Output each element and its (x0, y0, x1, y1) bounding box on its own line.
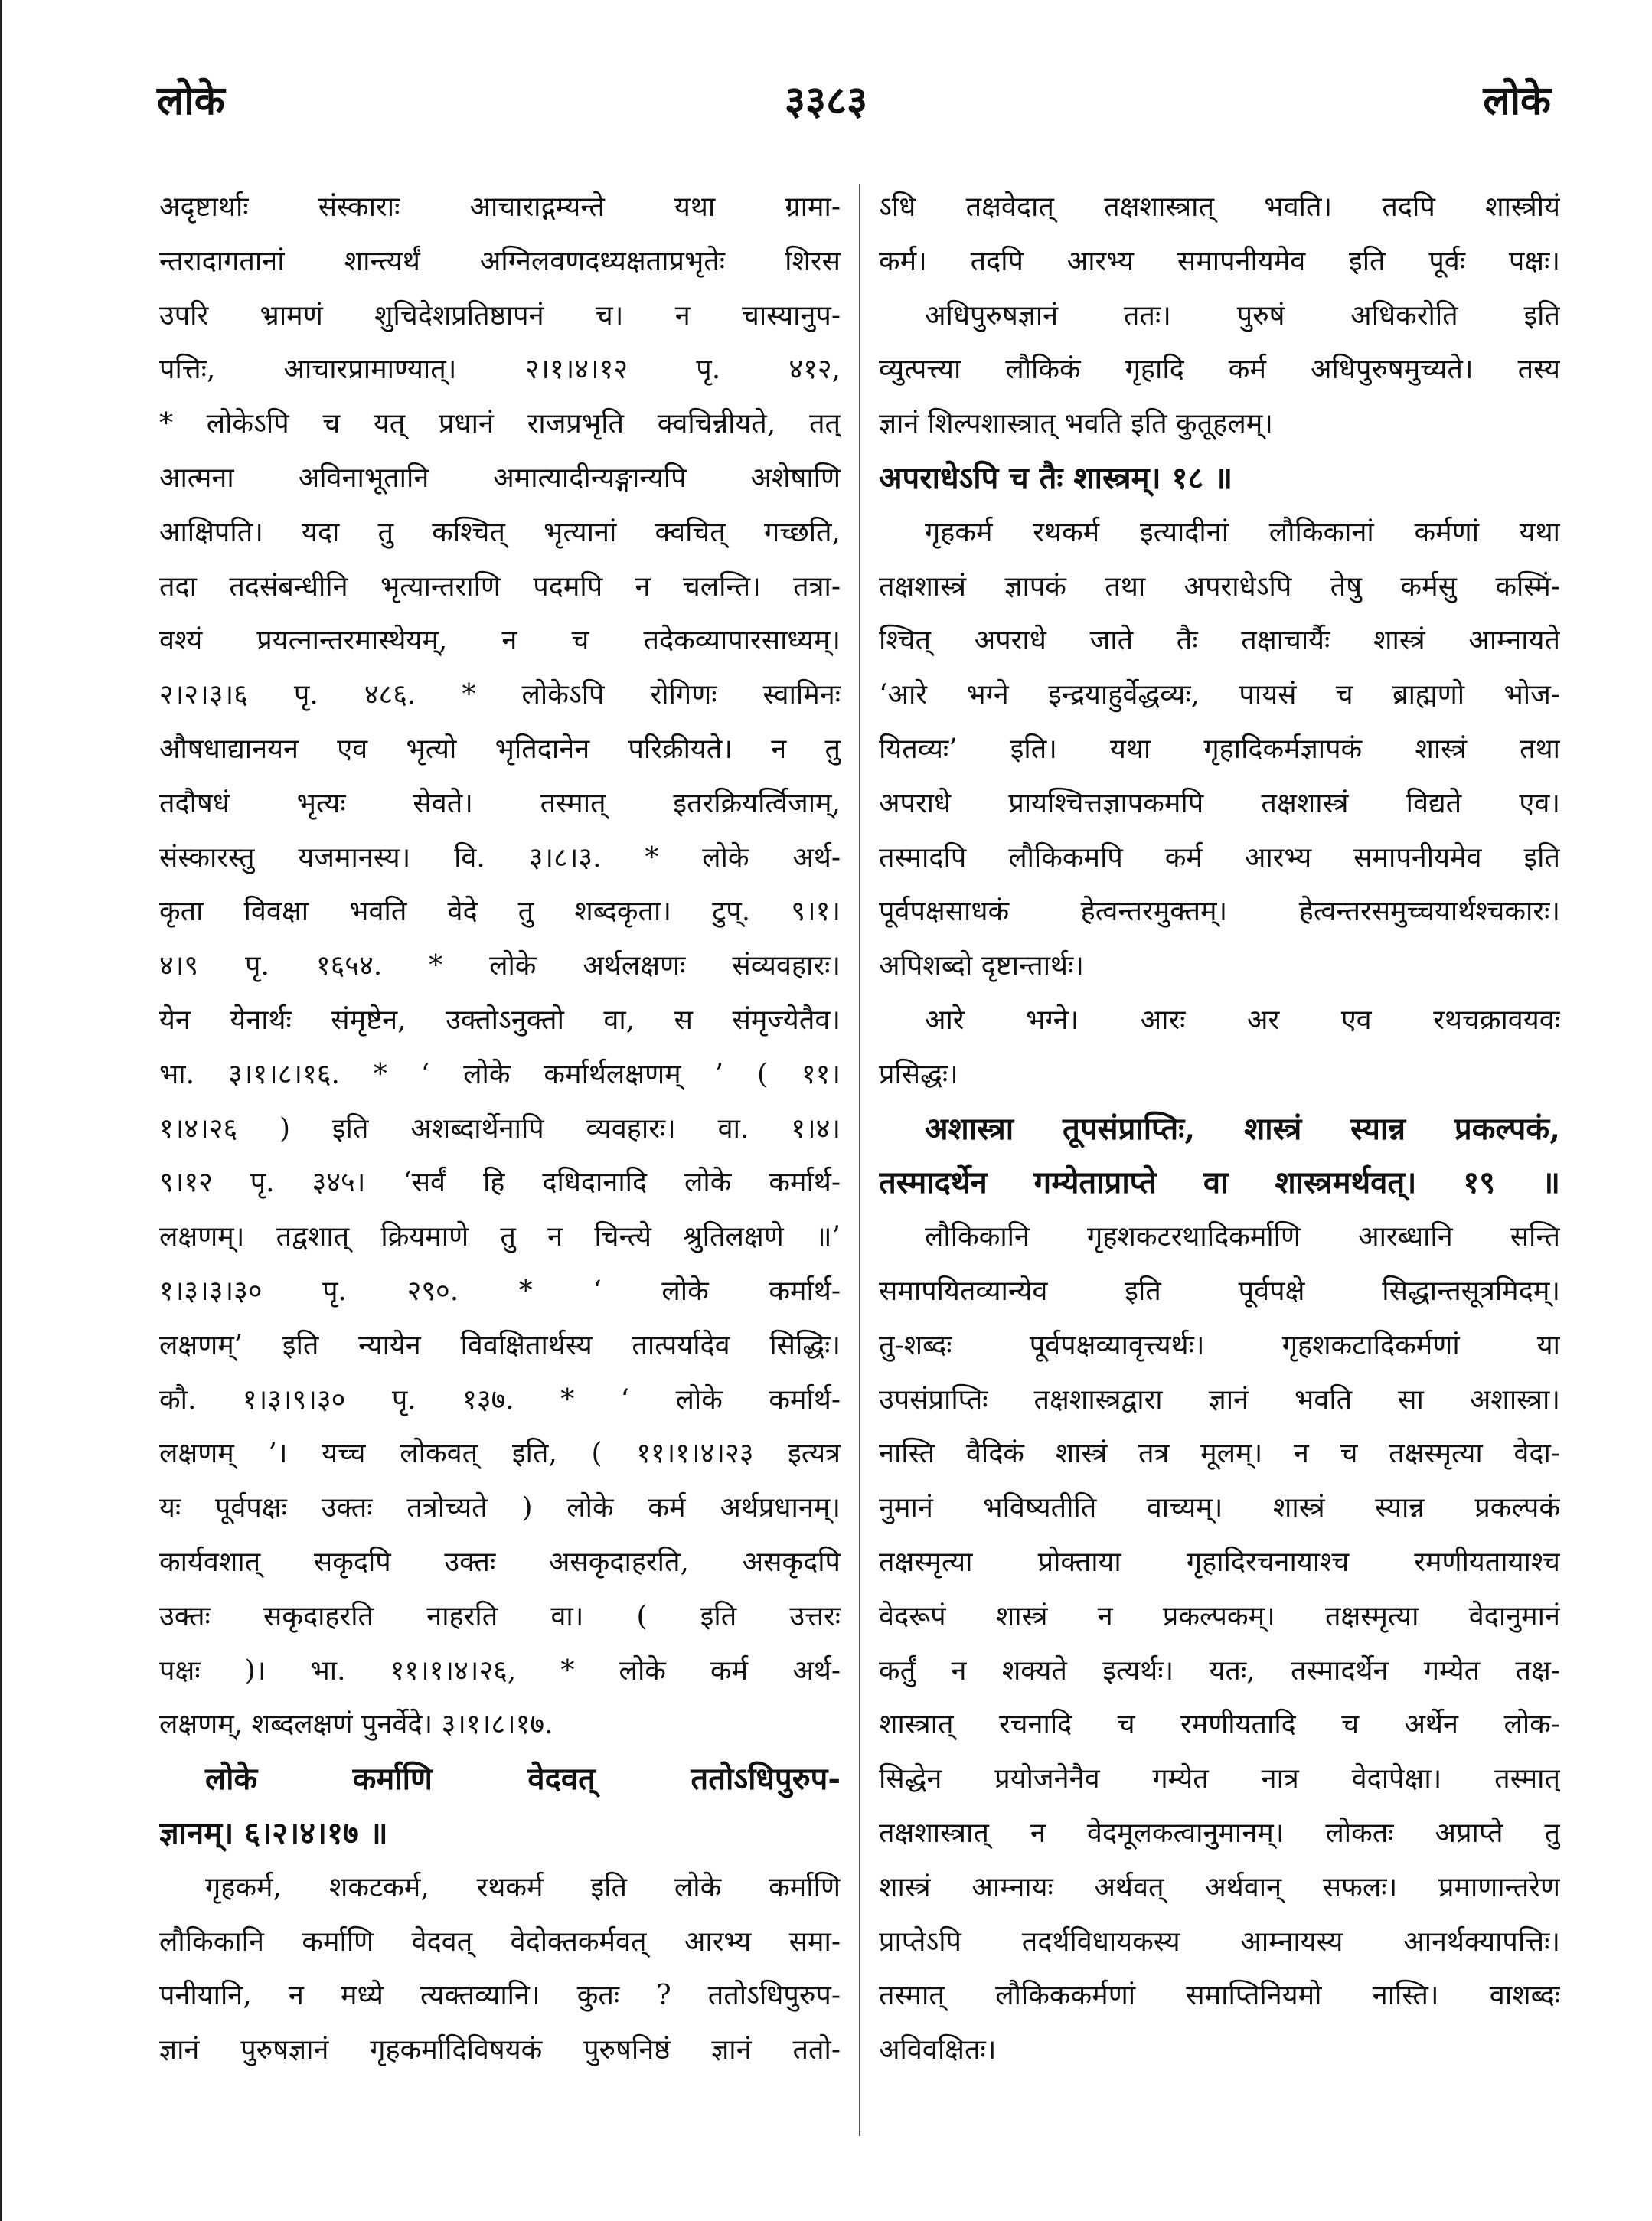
commentary-line: वेदरूपं शास्त्रं न प्रकल्पकम्। तक्षस्मृत्या वेदानुमानं (879, 1600, 1560, 1632)
text-line: तदौषधं भृत्यः सेवते। तस्मात् इतरक्रियर्त्विजाम्, (159, 787, 841, 819)
commentary-line: नुमानं भविष्यतीति वाच्यम्। शास्त्रं स्यान्न प्रकल्पकं (879, 1492, 1560, 1524)
page-number: ३३८३ (784, 77, 868, 124)
text-line: ऽधि तक्षवेदात् तक्षशास्त्रात् भवति। तदपि शास्त्रीयं (879, 191, 1560, 223)
text-line: यः पूर्वपक्षः उक्तः तत्रोच्यते ) लोके कर्म अर्थप्रधानम्। (159, 1492, 841, 1524)
commentary-line: शास्त्रं आम्नायः अर्थवत् अर्थवान् सफलः। प्रमाणान्तरेण (879, 1871, 1560, 1903)
commentary-line: सिद्धेन प्रयोजनेनैव गम्येत नात्र वेदापेक्षा। तस्मात् (879, 1763, 1560, 1795)
commentary-line: प्राप्तेऽपि तदर्थविधायकस्य आम्नायस्य आनर्थक्यापत्तिः। (879, 1925, 1560, 1958)
commentary-line: लौकिकानि गृहशकटरथादिकर्माणि आरब्धानि सन्ति (925, 1221, 1560, 1253)
commentary-line: ज्ञानं पुरुषज्ञानं गृहकर्मादिविषयकं पुरुषनिष्ठं ज्ञानं ततो- (159, 2034, 841, 2066)
text-line: ४।९ पृ. १६५४. * लोके अर्थलक्षणः संव्यवहारः। (159, 950, 841, 982)
sutra-18: अपराधेऽपि च तैः शास्त्रम्। १८ ॥ (879, 459, 1233, 496)
sutra-17-line-1: लोके कर्माणि वेदवत् ततोऽधिपुरुप- (205, 1761, 841, 1798)
commentary-line: तक्षशास्त्रात् न वेदमूलकत्वानुमानम्। लोकतः अप्राप्ते तु (879, 1817, 1560, 1849)
text-line: लक्षणम्। तद्वशात् क्रियमाणे तु न चिन्त्ये श्रुतिलक्षणे ॥’ (159, 1221, 841, 1253)
commentary-line: तस्मात् लौकिककर्मणां समाप्तिनियमो नास्ति। वाशब्दः (879, 1980, 1560, 2012)
commentary-line: शास्त्रात् रचनादि च रमणीयतादि च अर्थेन लोक- (879, 1709, 1560, 1741)
text-line: आत्मना अविनाभूतानि अमात्यादीन्यङ्गान्यपि अशेषाणि (159, 462, 841, 494)
text-line: गृहकर्म रथकर्म इत्यादीनां लौकिकानां कर्मणां यथा (925, 516, 1560, 548)
text-line: कौ. १।३।९।३० पृ. १३७. * ‘ लोके कर्मार्थ- (159, 1383, 841, 1416)
text-line: अधिपुरुषज्ञानं ततः। पुरुषं अधिकरोति इति (925, 299, 1560, 332)
commentary-line: अविवक्षितः। (879, 2034, 997, 2066)
commentary-line: समापयितव्यान्येव इति पूर्वपक्षे सिद्धान्तसूत्रमिदम्। (879, 1275, 1560, 1307)
text-line: व्युत्पत्त्या लौकिकं गृहादि कर्म अधिपुरुषमुच्यते। तस्य (879, 354, 1560, 386)
text-line: तस्मादपि लौकिकमपि कर्म आरभ्य समापनीयमेव इति (879, 841, 1560, 874)
text-line: लक्षणम् ’। यच्च लोकवत् इति, ( ११।१।४।२३ इत्यत्र (159, 1438, 841, 1470)
text-line: आक्षिपति। यदा तु कश्चित् भृत्यानां क्वचित् गच्छति, (159, 516, 841, 548)
text-line: प्रसिद्धः। (879, 1058, 958, 1090)
text-line: लक्षणम्, शब्दलक्षणं पुनर्वेदे। ३।१।८।१७. (159, 1709, 553, 1741)
text-line: ‘आरे भग्ने इन्द्रयाहुर्वेद्धव्यः, पायसं च ब्राह्मणो भोज- (879, 679, 1560, 711)
text-line: १।४।२६ ) इति अशब्दार्थेनापि व्यवहारः। वा. १।४। (159, 1112, 841, 1145)
text-line: न्तरादागतानां शान्त्यर्थं अग्निलवणदध्यक्षताप्रभृतेः शिरस (159, 245, 841, 277)
column-divider (859, 184, 860, 2136)
text-line: ज्ञानं शिल्पशास्त्रात् भवति इति कुतूहलम्। (879, 408, 1273, 440)
text-line: लक्षणम्’ इति न्यायेन विवक्षितार्थस्य तात्पर्यादेव सिद्धिः। (159, 1329, 841, 1361)
text-line: अपिशब्दो दृष्टान्तार्थः। (879, 950, 1084, 982)
sutra-19-line-1: अशास्त्रा तूपसंप्राप्तिः, शास्त्रं स्यान्न प्रकल्पकं, (925, 1110, 1560, 1147)
running-head-left: लोके (157, 77, 225, 124)
commentary-line: नास्ति वैदिकं शास्त्रं तत्र मूलम्। न च तक्षस्मृत्या वेदा- (879, 1438, 1560, 1470)
text-line: पूर्वपक्षसाधकं हेत्वन्तरमुक्तम्। हेत्वन्तरसमुच्चयार्थश्चकारः। (879, 896, 1560, 928)
text-line: तदा तदसंबन्धीनि भृत्यान्तराणि पदमपि न चलन्ति। तत्रा- (159, 570, 841, 603)
text-line: उपरि भ्रामणं शुचिदेशप्रतिष्ठापनं च। न चास्यानुप- (159, 299, 841, 332)
text-line: अपराधे प्रायश्चित्तज्ञापकमपि तक्षशास्त्रं विद्यते एव। (879, 787, 1560, 819)
left-column (159, 181, 841, 2078)
page-edge-mark (0, 0, 2, 2221)
text-line: उक्तः सकृदाहरति नाहरति वा। ( इति उत्तरः (159, 1600, 841, 1632)
text-line: पक्षः )। भा. ११।१।४।२६, * लोके कर्म अर्थ- (159, 1654, 841, 1687)
text-line: कार्यवशात् सकृदपि उक्तः असकृदाहरति, असकृदपि (159, 1546, 841, 1578)
text-line: अदृष्टार्थाः संस्काराः आचाराद्गम्यन्ते यथा ग्रामा- (159, 191, 841, 223)
text-line: कृता विवक्षा भवति वेदे तु शब्दकृता। टुप्. ९।१। (159, 896, 841, 928)
text-line: १।३।३।३० पृ. २९०. * ‘ लोके कर्मार्थ- (159, 1275, 841, 1307)
text-line: येन येनार्थः संमृष्टेन, उक्तोऽनुक्तो वा, स संमृज्येतैव। (159, 1004, 841, 1036)
right-column (879, 181, 1560, 2078)
text-line: कर्म। तदपि आरभ्य समापनीयमेव इति पूर्वः पक्षः। (879, 245, 1560, 277)
text-line: * लोकेऽपि च यत् प्रधानं राजप्रभृति क्वचिन्नीयते, तत् (159, 408, 841, 440)
commentary-line: उपसंप्राप्तिः तक्षशास्त्रद्वारा ज्ञानं भवति सा अशास्त्रा। (879, 1383, 1560, 1416)
text-line: वश्यं प्रयत्नान्तरमास्थेयम्, न च तदेकव्यापारसाध्यम्। (159, 625, 841, 657)
commentary-line: कर्तुं न शक्यते इत्यर्थः। यतः, तस्मादर्थेन गम्येत तक्ष- (879, 1654, 1560, 1687)
commentary-line: पनीयानि, न मध्ये त्यक्तव्यानि। कुतः ? ततोऽधिपुरुप- (159, 1980, 841, 2012)
commentary-line: गृहकर्म, शकटकर्म, रथकर्म इति लोके कर्माणि (205, 1871, 841, 1903)
commentary-line: तु-शब्दः पूर्वपक्षव्यावृत्त्यर्थः। गृहशकटादिकर्मणां या (879, 1329, 1560, 1361)
text-line: यितव्यः’ इति। यथा गृहादिकर्मज्ञापकं शास्त्रं तथा (879, 733, 1560, 765)
commentary-line: तक्षस्मृत्या प्रोक्ताया गृहादिरचनायाश्च रमणीयतायाश्च (879, 1546, 1560, 1578)
text-line: औषधाद्यानयन एव भृत्यो भृतिदानेन परिक्रीयते। न तु (159, 733, 841, 765)
text-line: २।२।३।६ पृ. ४८६. * लोकेऽपि रोगिणः स्वामिनः (159, 679, 841, 711)
text-line: आरे भग्ने। आरः अर एव रथचक्रावयवः (925, 1004, 1560, 1036)
sutra-19-line-2: तस्मादर्थेन गम्येताप्राप्ते वा शास्त्रमर्थवत्। १९ ॥ (879, 1164, 1560, 1201)
running-head-right: लोके (1483, 77, 1551, 124)
text-line: तक्षशास्त्रं ज्ञापकं तथा अपराधेऽपि तेषु कर्मसु कस्मिं- (879, 570, 1560, 603)
text-line: ९।१२ पृ. ३४५। ‘सर्वं हि दधिदानादि लोके कर्मार्थ- (159, 1167, 841, 1199)
text-line: संस्कारस्तु यजमानस्य। वि. ३।८।३. * लोके अर्थ- (159, 841, 841, 874)
text-line: पत्तिः, आचारप्रामाण्यात्। २।१।४।१२ पृ. ४१२, (159, 354, 841, 386)
text-line: श्चित् अपराधे जाते तैः तक्षाचार्यैः शास्त्रं आम्नायते (879, 625, 1560, 657)
text-line: भा. ३।१।८।१६. * ‘ लोके कर्मार्थलक्षणम् ’ ( ११। (159, 1058, 841, 1090)
commentary-line: लौकिकानि कर्माणि वेदवत् वेदोक्तकर्मवत् आरभ्य समा- (159, 1925, 841, 1958)
sutra-17-line-2: ज्ञानम्। ६।२।४।१७ ॥ (159, 1814, 388, 1851)
